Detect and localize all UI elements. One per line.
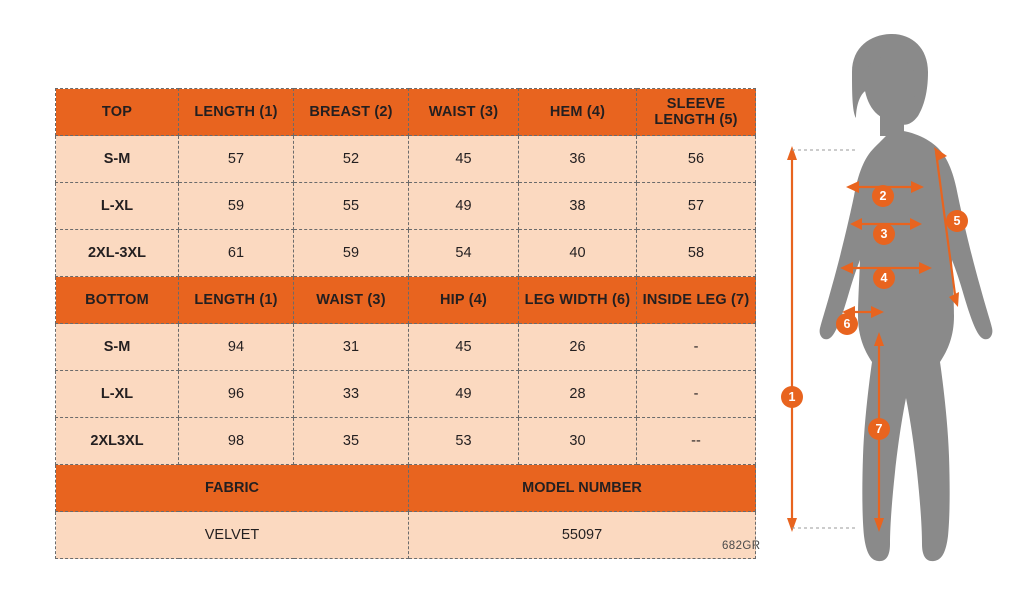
- table-row: [56, 230, 756, 277]
- table-row: [56, 418, 756, 465]
- bottom-row-1-cell-4: 28: [519, 371, 637, 418]
- table-row: [56, 136, 756, 183]
- bottom-row-0-cell-5: -: [637, 324, 756, 371]
- female-body-silhouette-icon: [760, 20, 1024, 580]
- badge-2: 2: [872, 185, 894, 207]
- top-header-row: [56, 89, 756, 136]
- table-row: [56, 324, 756, 371]
- bottom-row-2-label: 2XL3XL: [56, 418, 179, 465]
- bottom-row-0-cell-4: 26: [519, 324, 637, 371]
- badge-6: 6: [836, 313, 858, 335]
- top-row-1-label: L-XL: [56, 183, 179, 230]
- bottom-row-2-cell-4: 30: [519, 418, 637, 465]
- top-row-1-cell-1: 59: [179, 183, 294, 230]
- bottom-row-1-label: L-XL: [56, 371, 179, 418]
- footer-value-row: [56, 512, 756, 559]
- bottom-row-1-cell-5: -: [637, 371, 756, 418]
- bottom-row-2-cell-5: --: [637, 418, 756, 465]
- bottom-row-0-label: S-M: [56, 324, 179, 371]
- top-row-0-label: S-M: [56, 136, 179, 183]
- fabric-header: FABRIC: [56, 465, 409, 512]
- badge-4: 4: [873, 267, 895, 289]
- bottom-header-cell-5: INSIDE LEG (7): [637, 277, 756, 324]
- model-code-label: 682GR: [722, 540, 761, 552]
- top-header-cell-1: LENGTH (1): [179, 89, 294, 136]
- badge-7: 7: [868, 418, 890, 440]
- top-row-2-cell-4: 40: [519, 230, 637, 277]
- bottom-header-cell-1: LENGTH (1): [179, 277, 294, 324]
- fabric-value: VELVET: [56, 512, 409, 559]
- top-row-1-cell-2: 55: [294, 183, 409, 230]
- bottom-row-1-cell-1: 96: [179, 371, 294, 418]
- measurement-diagram: [760, 20, 1024, 580]
- badge-5: 5: [946, 210, 968, 232]
- bottom-row-2-cell-3: 53: [409, 418, 519, 465]
- top-header-cell-5: SLEEVE LENGTH (5): [637, 89, 756, 136]
- top-row-1-cell-4: 38: [519, 183, 637, 230]
- top-row-2-cell-2: 59: [294, 230, 409, 277]
- bottom-row-1-cell-3: 49: [409, 371, 519, 418]
- top-row-0-cell-1: 57: [179, 136, 294, 183]
- top-row-2-cell-1: 61: [179, 230, 294, 277]
- bottom-header-cell-3: HIP (4): [409, 277, 519, 324]
- top-header-cell-3: WAIST (3): [409, 89, 519, 136]
- top-row-2-label: 2XL-3XL: [56, 230, 179, 277]
- top-row-1-cell-5: 57: [637, 183, 756, 230]
- bottom-header-cell-4: LEG WIDTH (6): [519, 277, 637, 324]
- top-row-0-cell-2: 52: [294, 136, 409, 183]
- top-row-0-cell-3: 45: [409, 136, 519, 183]
- bottom-header-cell-0: BOTTOM: [56, 277, 179, 324]
- top-header-cell-0: TOP: [56, 89, 179, 136]
- size-chart-table: [55, 88, 756, 559]
- bottom-row-0-cell-3: 45: [409, 324, 519, 371]
- top-row-2-cell-5: 58: [637, 230, 756, 277]
- top-header-cell-2: BREAST (2): [294, 89, 409, 136]
- table-row: [56, 183, 756, 230]
- bottom-header-row: [56, 277, 756, 324]
- top-row-2-cell-3: 54: [409, 230, 519, 277]
- badge-3: 3: [873, 223, 895, 245]
- bottom-header-cell-2: WAIST (3): [294, 277, 409, 324]
- footer-header-row: [56, 465, 756, 512]
- top-header-cell-4: HEM (4): [519, 89, 637, 136]
- model-number-value: 55097: [409, 512, 756, 559]
- top-row-0-cell-5: 56: [637, 136, 756, 183]
- bottom-row-0-cell-1: 94: [179, 324, 294, 371]
- bottom-row-2-cell-2: 35: [294, 418, 409, 465]
- table-row: [56, 371, 756, 418]
- top-row-1-cell-3: 49: [409, 183, 519, 230]
- bottom-row-0-cell-2: 31: [294, 324, 409, 371]
- top-row-0-cell-4: 36: [519, 136, 637, 183]
- bottom-row-2-cell-1: 98: [179, 418, 294, 465]
- model-number-header: MODEL NUMBER: [409, 465, 756, 512]
- bottom-row-1-cell-2: 33: [294, 371, 409, 418]
- badge-1: 1: [781, 386, 803, 408]
